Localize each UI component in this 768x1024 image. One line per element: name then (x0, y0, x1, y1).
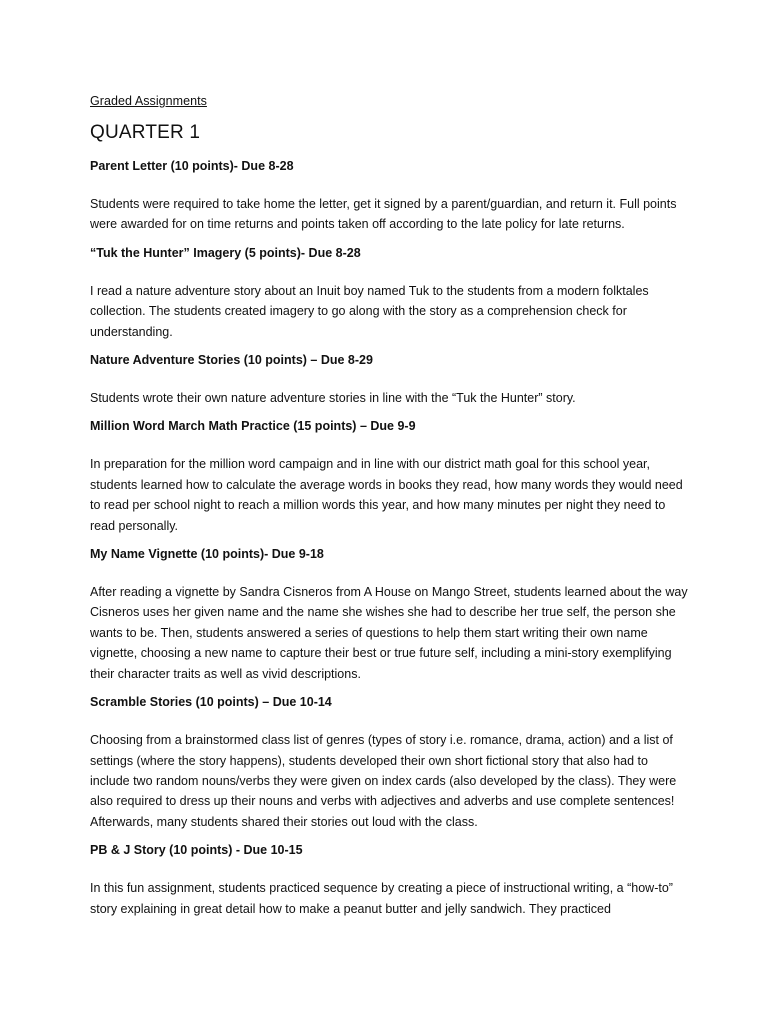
assignment-title: Million Word March Math Practice (15 points) – Due 9-9 (90, 419, 416, 434)
assignment-title: My Name Vignette (10 points)- Due 9-18 (90, 547, 324, 562)
assignment-title: Parent Letter (10 points)- Due 8-28 (90, 159, 294, 173)
quarter-heading: QUARTER 1 (90, 122, 201, 143)
assignment-item (90, 158, 690, 235)
assignment-description: Students wrote their own nature adventure stories in line with the “Tuk the Hunter” story. (90, 391, 576, 406)
assignment-description: In this fun assignment, students practiced sequence by creating a piece of instructional writing, a “how-to” story explaining in great detail how to make a peanut butter and jelly sandwich. They practiced (90, 881, 673, 916)
document-page (90, 94, 690, 929)
assignment-title: Scramble Stories (10 points) – Due 10-14 (90, 695, 332, 710)
assignment-item (90, 352, 690, 408)
assignment-item (90, 546, 690, 684)
assignment-title: Nature Adventure Stories (10 points) – Due 8-29 (90, 353, 373, 368)
document-heading: Graded Assignments (90, 94, 207, 108)
assignment-title: “Tuk the Hunter” Imagery (5 points)- Due 8-28 (90, 245, 361, 260)
assignment-description: Choosing from a brainstormed class list of genres (types of story i.e. romance, drama, action) and a list of settings (where the story happens), students developed their own short fictional story that also had to include two random nouns/verbs they were given on index cards (also developed by the class). They were also required to dress up their nouns and verbs with adjectives and adverbs and use complete sentences! Afterwards, many students shared their stories out loud with the class. (90, 733, 677, 829)
assignment-item (90, 418, 690, 536)
assignment-item (90, 842, 690, 919)
assignment-description: After reading a vignette by Sandra Cisneros from A House on Mango Street, students learned about the way Cisneros uses her given name and the name she wishes she had to describe her true self, the person she wants to be. Then, students answered a series of questions to help them start writing their own name vignette, choosing a new name to capture their best or true future self, including a mini-story exemplifying their character traits as well as vivid descriptions. (90, 585, 688, 681)
assignment-description: In preparation for the million word campaign and in line with our district math goal for this school year, students learned how to calculate the average words in books they read, how many words they would need to read per school night to reach a million words this year, and how many minutes per night they need to read personally. (90, 457, 683, 533)
assignment-title: PB & J Story (10 points) - Due 10-15 (90, 843, 303, 858)
assignment-item (90, 694, 690, 832)
assignment-item (90, 245, 690, 342)
assignment-description: I read a nature adventure story about an Inuit boy named Tuk to the students from a modern folktales collection. The students created imagery to go along with the story as a comprehension check for understanding. (90, 283, 649, 339)
assignment-description: Students were required to take home the letter, get it signed by a parent/guardian, and return it. Full points were awarded for on time returns and points taken off according to the late policy for late returns. (90, 197, 677, 232)
